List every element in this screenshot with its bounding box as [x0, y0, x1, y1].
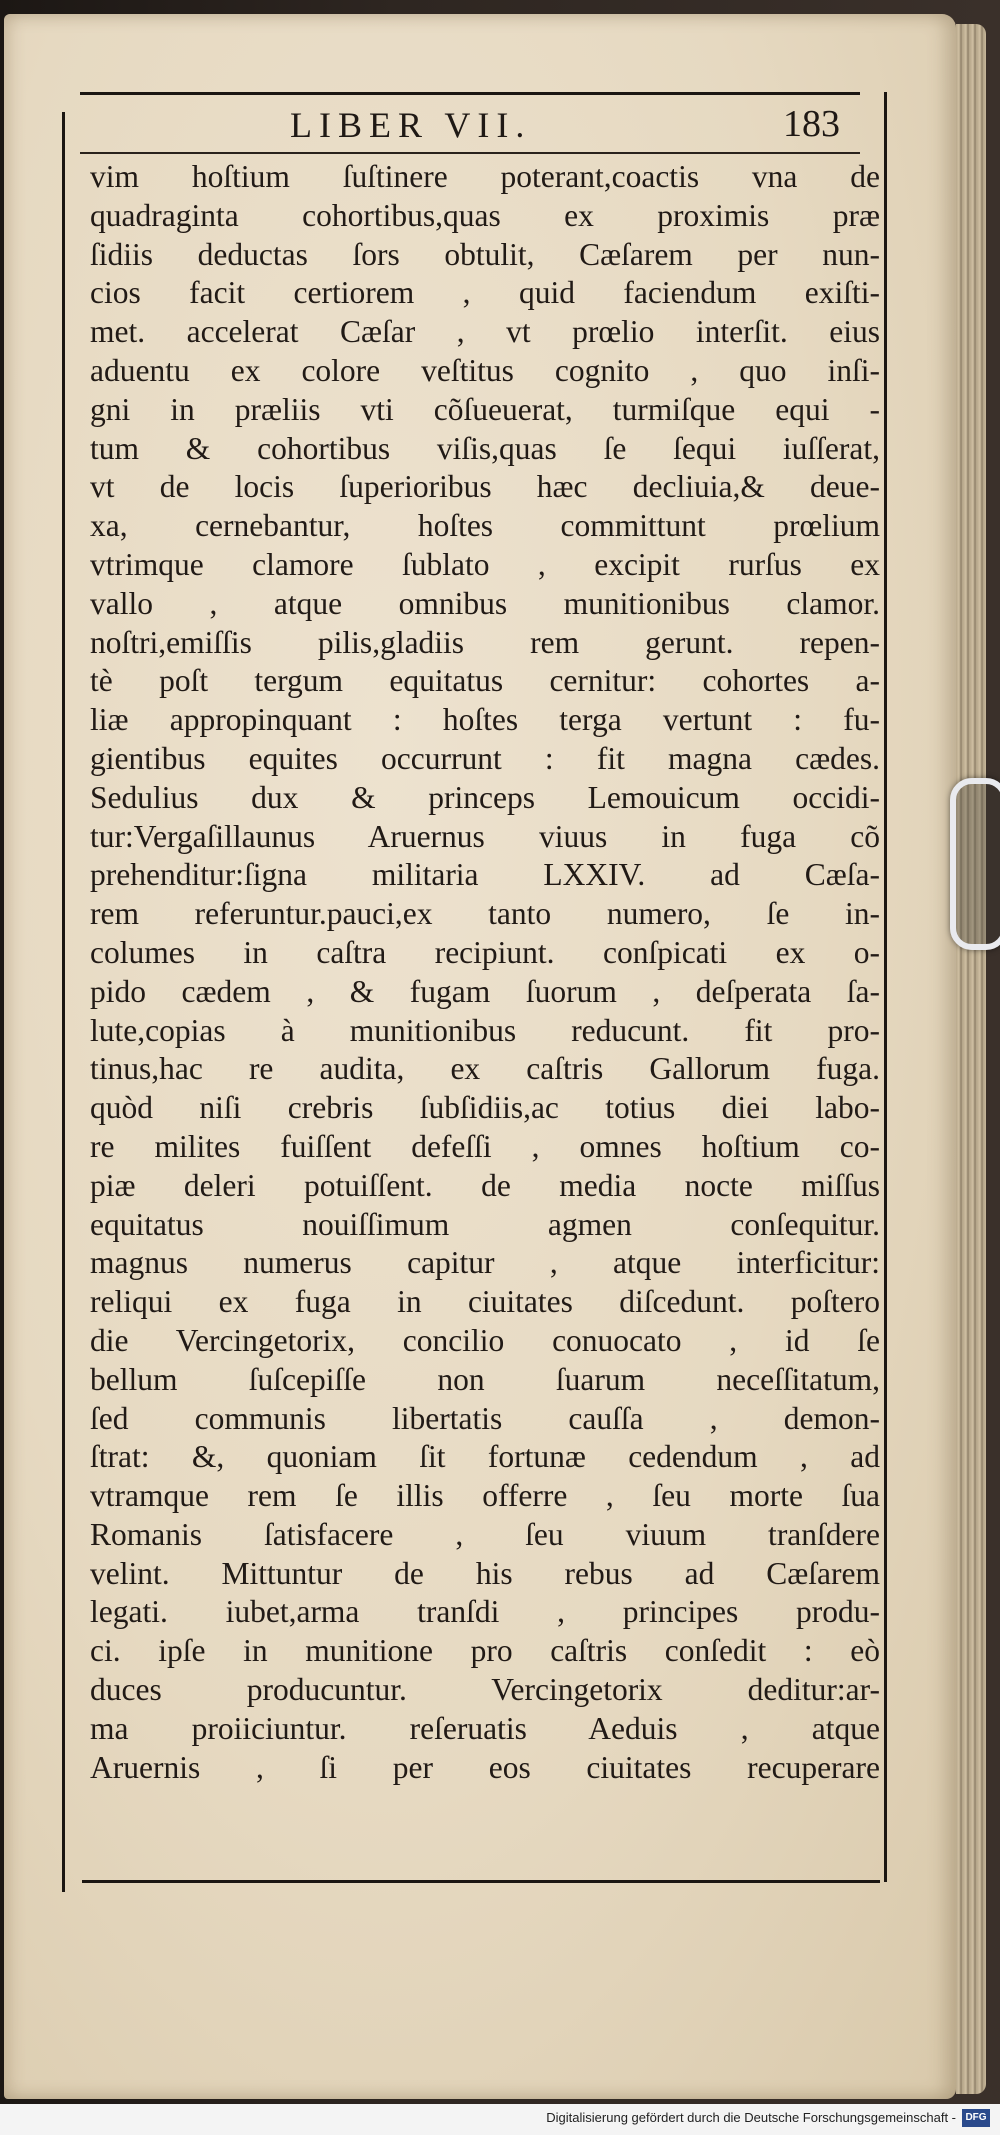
right-frame-rule	[884, 92, 887, 1882]
text-line: aduentu ex colore veſtitus cognito , quo inſi-	[90, 352, 880, 388]
text-line: vt de locis ſuperioribus hæc decliuia,& deue-	[90, 469, 880, 505]
text-line: cios facit certiorem , quid faciendum exiſti-	[90, 275, 880, 311]
text-line: equitatus nouiſſimum agmen conſequitur.	[90, 1206, 880, 1242]
text-line: ſtrat: &, quoniam ſit fortunæ cedendum , ad	[90, 1439, 880, 1475]
text-line: quòd niſi crebris ſubſidiis,ac totius diei labo-	[90, 1090, 880, 1126]
page-number: 183	[783, 103, 840, 145]
text-line: Romanis ſatisfacere , ſeu viuum tranſdere	[90, 1516, 880, 1552]
text-line: prehenditur:ſigna militaria LXXIV. ad Cæſa-	[90, 857, 880, 893]
text-line: magnus numerus capitur , atque interficitur:	[90, 1245, 880, 1281]
text-line: tinus,hac re audita, ex caſtris Gallorum fuga.	[90, 1051, 880, 1087]
text-line: columes in caſtra recipiunt. conſpicati ex o-	[90, 934, 880, 970]
text-line: re milites fuiſſent defeſſi , omnes hoſtium co-	[90, 1128, 880, 1164]
text-line: noſtri,emiſſis pilis,gladiis rem gerunt. repen-	[90, 624, 880, 660]
running-head-title: LIBER VII.	[290, 105, 532, 145]
left-frame-rule	[62, 112, 65, 1892]
text-line: vallo , atque omnibus munitionibus clamor.	[90, 585, 880, 621]
text-line: xa, cernebantur, hoſtes committunt prœlium	[90, 508, 880, 544]
text-line: liæ appropinquant : hoſtes terga vertunt : fu-	[90, 702, 880, 738]
body-text	[90, 158, 880, 1787]
text-line: ſed communis libertatis cauſſa , demon-	[90, 1400, 880, 1436]
text-line: ſidiis deductas ſors obtulit, Cæſarem per nun-	[90, 236, 880, 272]
text-line: die Vercingetorix, concilio conuocato , id ſe	[90, 1322, 880, 1358]
text-line: vim hoſtium ſuſtinere poterant,coactis vna de	[90, 159, 880, 194]
text-line: tè poſt tergum equitatus cernitur: cohortes a-	[90, 663, 880, 699]
bottom-rule	[82, 1880, 880, 1883]
text-line: vtrimque clamore ſublato , excipit rurſus ex	[90, 546, 880, 582]
text-line: vtramque rem ſe illis offerre , ſeu morte ſua	[90, 1478, 880, 1514]
text-line: Sedulius dux & princeps Lemouicum occidi-	[90, 779, 880, 815]
text-line: met. accelerat Cæſar , vt prœlio interſit. eius	[90, 314, 880, 350]
text-line: bellum ſuſcepiſſe non ſuarum neceſſitatum,	[90, 1361, 880, 1397]
digitization-footer	[0, 2104, 1000, 2135]
header-rule	[80, 152, 860, 154]
text-line: ma proiiciuntur. reſeruatis Aeduis , atque	[90, 1710, 880, 1746]
text-line: reliqui ex fuga in ciuitates diſcedunt. poſtero	[90, 1284, 880, 1320]
text-line: piæ deleri potuiſſent. de media nocte miſſus	[90, 1167, 880, 1203]
footer-credit: Digitalisierung gefördert durch die Deutsche Forschungsgemeinschaft -	[546, 2110, 956, 2125]
top-rule	[80, 92, 860, 95]
text-line: gni in præliis vti cõſueuerat, turmiſque equi -	[90, 391, 880, 427]
page-fore-edge	[956, 24, 986, 2094]
dfg-logo: DFG	[962, 2109, 990, 2127]
text-line: gientibus equites occurrunt : fit magna cædes.	[90, 740, 880, 776]
text-line: tum & cohortibus viſis,quas ſe ſequi iuſſerat,	[90, 430, 880, 466]
book-clasp	[950, 778, 1000, 950]
text-line: rem referuntur.pauci,ex tanto numero, ſe in-	[90, 896, 880, 932]
text-line: legati. iubet,arma tranſdi , principes produ-	[90, 1594, 880, 1630]
text-line: pido cædem , & fugam ſuorum , deſperata ſa-	[90, 973, 880, 1009]
text-line: duces producuntur. Vercingetorix deditur:ar-	[90, 1672, 880, 1708]
text-line: lute,copias à munitionibus reducunt. fit pro-	[90, 1012, 880, 1048]
text-line: ci. ipſe in munitione pro caſtris conſedit : eò	[90, 1633, 880, 1669]
text-line: Aruernis , ſi per eos ciuitates recuperare	[90, 1749, 880, 1785]
text-line: velint. Mittuntur de his rebus ad Cæſarem	[90, 1555, 880, 1591]
text-line: tur:Vergaſillaunus Aruernus viuus in fuga cõ	[90, 818, 880, 854]
text-line: quadraginta cohortibus,quas ex proximis præ	[90, 197, 880, 233]
running-head	[80, 104, 860, 150]
